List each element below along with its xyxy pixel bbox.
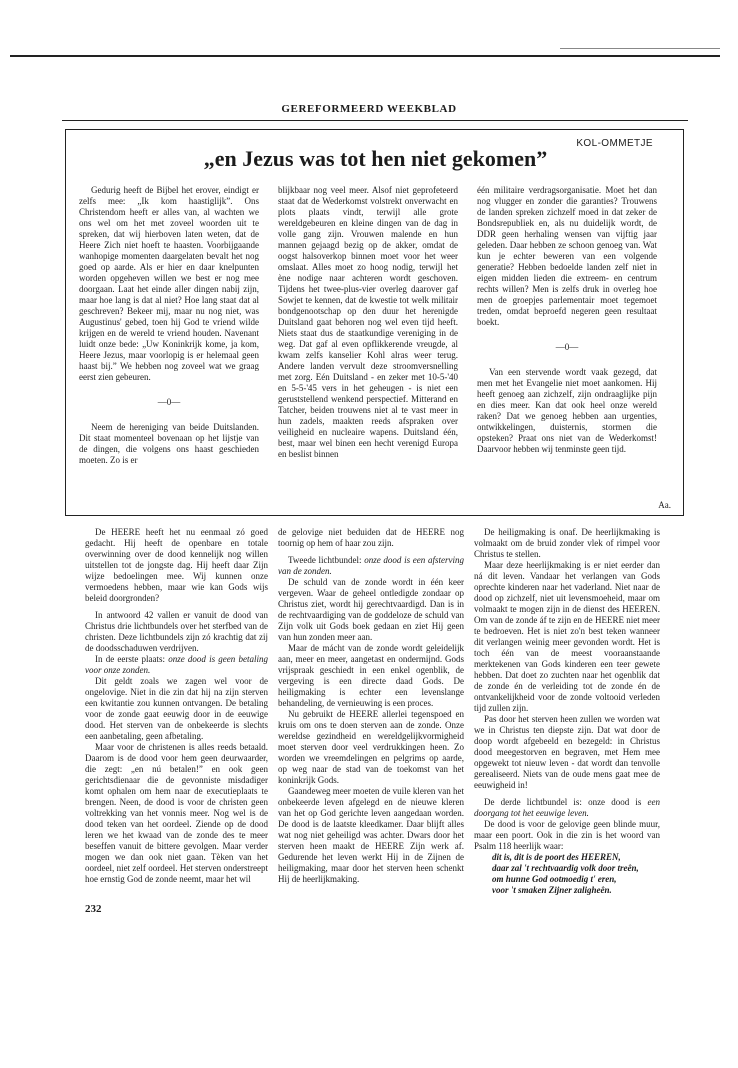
paragraph: Nu gebruikt de HEERE allerlei tegenspoed en kruis om ons te doen sterven aan de zonde. Onze wereldse gezindheid en wereldgelijkvormigheid moet sterven door veel verdrukkingen heen. Zo worden we vreemdelingen en pelgrims op aarde, op weg naar de stad van de toekomst van het koninkrijk Gods. <box>278 709 464 785</box>
paragraph: Maar voor de christenen is alles reeds betaald. Daarom is de dood voor hem geen deurwaarder, die zegt: „en nú betalen!” en ook geen gerichtsdienaar die de gevonniste misdadiger komt ophalen om hem naar de executieplaats te brengen. Neen, de dood is voor de christen geen voltrekking van het vonnis meer. Nog wel is de dood teken van het oordeel. Ziende op de dood leren we het kwaad van de zonde des te meer beseffen vanuit de bittere gevolgen. Maar verder mogen we dan ook niet gaan. Tèken van het oordeel, niet zelf oordeel. Het sterven onderstreept hoe ernstig God de zonde neemt, maar het wil <box>85 742 268 884</box>
psalm-line: dit is, dit is de poort des HEEREN, <box>492 852 621 862</box>
author-initials: Aa. <box>658 500 671 510</box>
paragraph: De HEERE heeft het nu eenmaal zó goed gedacht. Hij heeft de openbare en totale overwinning over de dood kennelijk nog willen uitstellen tot de jongste dag. Hij heeft daar Zijn wijze bedoelingen mee. Wij kunnen onze vermoedens hebben, maar wie kan Gods wijs beleid doorgronden? <box>85 527 268 603</box>
kol-ommetje-box <box>65 129 684 516</box>
paragraph-emphasis: onze dood is geen betaling voor onze zonden. <box>85 654 268 675</box>
paragraph-emphasis: onze dood is een afsterving van de zonden. <box>278 555 464 576</box>
paragraph-lead: Tweede lichtbundel: <box>288 555 365 565</box>
paragraph: Dit geldt zoals we zagen wel voor de ongelovige. Niet in die zin dat hij na zijn sterven een kwitantie zou kunnen ontvangen. De betaling voor de zonde gaat eeuwig door in de eeuwige dood. Het sterven van de onbekeerde is slechts een aanbetaling, geen afbetaling. <box>85 676 268 741</box>
paragraph <box>474 797 660 819</box>
section-separator: —0— <box>555 342 579 352</box>
psalm-line: om hunne God ootmoedig t' eren, <box>492 874 617 884</box>
article-column-2 <box>278 527 464 885</box>
paragraph-lead: De derde lichtbundel is: onze dood is <box>484 797 648 807</box>
top-rule <box>10 55 720 57</box>
paragraph: blijkbaar nog veel meer. Alsof niet geprofeteerd staat dat de Wederkomst volstrekt onverwacht en plots plaats vindt, terwijl alle grote wereldgebeuren en kleine dingen van de dag in volle gang zijn. Vrouwen malende en hun mannen gejaagd bezig op de akker, omdat de oogst halsoverkop binnen moet voor het weer omslaat. Alles moet zo hoog nodig, terwijl het ène nodige naar achteren wordt geschoven. Tijdens het twee-plus-vier overleg daarover gaf Sowjet te kennen, dat de kwestie tot welk militair bondgenootschap op den duur het herenigde Duitsland gaat behoren nog wel even tijd heeft. Niets staat dus de staatkundige vereniging in de weg. Dat gaf al even opflikkerende vreugde, al kwam zelfs kanselier Kohl alras weer terug. Andere landen vervult deze stroomversnelling met zorg. Eén Duitsland - en zeker met 10-5-'40 en 5-5-'45 vers in het geheugen - is niet een geruststellend wenkend perspectief. Mitterand en Tatcher, beiden trouwens niet al te vast meer in hun zadels, maakten reeds afspraken over veiligheid en nucleaire wapens. Duitsland één, best, maar wel binen een hecht verenigd Europa en beslist binnen <box>278 185 458 459</box>
paragraph-lead: In de eerste plaats: <box>95 654 169 664</box>
box-column-3 <box>477 185 657 455</box>
column-label: KOL-OMMETJE <box>576 138 653 149</box>
paragraph: Gedurig heeft de Bijbel het erover, eindigt er zelfs mee: „Ik kom haastiglijk”. Ons Christendom heeft er alles van, al wachten we ons wel om het met zoveel woorden uit te spreken, dat wij hierboven laten weten, dat de Heere Zich niet hoeft te haasten. Voorbijgaande wanhopige momenten daargelaten bevalt het nog goed op aarde. Als er hier en daar knelpunten worden opgeheven willen we best er nog mee doorgaan. Laat het einde aller dingen nabij zijn, maar hoe lang is dat al niet? Hoe lang staat dat al geschreven? Bekeer mij, maar nu nog niet, was Augustinus' gebed, toen hij God te vriend wilde krijgen en de wereld te vriend houden. Navenant luidt onze bede: „Uw Koninkrijk kome, ja kom, Heere Jezus, maar voorlopig is er helemaal geen haast bij.” We hebben nog zoveel wat we graag eerst zien gebeuren. <box>79 185 259 382</box>
psalm-line: voor 't smaken Zijner zaligheên. <box>492 885 612 895</box>
magazine-header-title: GEREFORMEERD WEEKBLAD <box>281 103 457 115</box>
paragraph <box>85 654 268 676</box>
paragraph: de gelovige niet beduiden dat de HEERE nog toornig op hem of haar zou zijn. <box>278 527 464 548</box>
psalm-line: daar zal 't rechtvaardig volk door treên, <box>492 863 639 873</box>
paragraph-emphasis: een doorgang tot het eeuwige leven. <box>474 797 660 818</box>
paragraph: De schuld van de zonde wordt in één keer vergeven. Waar de geheel ontledigde zondaar op Christus ziet, wordt hij gerechtvaardigd. Dan is in de rechtvaardiging van de goddeloze de schuld van Zijn volk uit Gods boek gedaan en ziet Hij geen van hun zonden meer aan. <box>278 577 464 642</box>
article-column-1 <box>85 527 268 885</box>
paragraph: De heiligmaking is onaf. De heerlijkmaking is volmaakt om de bruid zonder vlek of rimpel voor Christus te stellen. <box>474 527 660 559</box>
paragraph: Maar de mácht van de zonde wordt geleidelijk aan, meer en meer, aangetast en ondermijnd. Gods vrijspraak geschiedt in een enkel ogenblik, de vergeving is een directe daad Gods. De heiligmaking is echter een levenslange behandeling, de vernieuwing is een proces. <box>278 643 464 708</box>
header-rule <box>62 120 688 121</box>
paragraph: Van een stervende wordt vaak gezegd, dat men met het Evangelie niet moet aankomen. Hij heeft genoeg aan zichzelf, zijn ondraaglijke pijn en dies meer. Kan dat ook heel onze wereld raken? Dat we genoeg hebben aan urgenties, ontwikkelingen, duisternis, stormen die opsteken? Praat ons niet van de Wederkomst! Daarvoor hebben wij tenminste geen tijd. <box>477 367 657 454</box>
paragraph: Gaandeweg meer moeten de vuile kleren van het onbekeerde leven afgelegd en de nieuwe kleren van het op God gerichte leven aangedaan worden. De dood is de laatste kleedkamer. Daar blijft alles wat nog niet geheiligd was achter. Dwars door het sterven heen maakt de HEERE Zijn werk af. Gedurende het leven werkt Hij in de Zijnen de heiligmaking, maar door het sterven heen schenkt Hij de heerlijkmaking. <box>278 786 464 884</box>
page-number: 232 <box>85 903 102 915</box>
section-separator: —0— <box>157 397 181 407</box>
paragraph: Pas door het sterven heen zullen we worden wat we in Christus ten diepste zijn. Dat wat door de doop wordt afgebeeld en bezegeld: in Christus dood meegestorven en begraven, met Hem mee opgewekt tot nieuw leven - dat wordt dan tenvolle gerealiseerd. Niets van de oude mens gaat mee de eeuwigheid in! <box>474 714 660 790</box>
paragraph <box>278 555 464 577</box>
paragraph: De dood is voor de gelovige geen blinde muur, maar een poort. Ook in die zin is het woord van Psalm 118 heerlijk waar: <box>474 819 660 851</box>
paragraph: één militaire verdragsorganisatie. Moet het dan nog vlugger en zonder die garanties? Trouwens de landen spreken zichzelf moed in dat zeker de Bondsrepubliek en, als nu duidelijk wordt, de DDR geen herhaling wensen van vijftig jaar geleden. Daar hebben ze schoon genoeg van. Wat kun je echter beweren van een volgende generatie? Hebben bedoelde landen zelf niet in eigen midden lieden die extreem- en centrum rechts willen? Men is zelfs druk in overleg hoe men de groepjes parlementair moet tegemoet treden, omdat beproefd negeren geen resultaat boekt. <box>477 185 657 327</box>
article-column-3 <box>474 527 660 896</box>
paragraph: In antwoord 42 vallen er vanuit de dood van Christus drie lichtbundels over het sterfbed van de christen. Deze lichtbundels zijn zó krachtig dat zij de doodsschaduwen verdrijven. <box>85 610 268 653</box>
paragraph: Maar deze heerlijkmaking is er niet eerder dan ná dit leven. Vandaar het verlangen van Gods oprechte kinderen naar het vaderland. Niet naar de dood op zichzelf, niet uit levensmoeheid, maar om volmaakt te mogen zijn in de dienst des HEEREN. Om van de zonde áf te zijn en de HEERE niet meer te bedroeven. Het is niet zo'n best teken wanneer dit verlangen weinig meer gevonden wordt. Het is toch één van de meest vooraanstaande merktekenen van Gods kinderen een teer gewete hebben. Dat doet zo zuchten naar het ogenblik dat de zonde én de verleiding tot de zonde én de ontvankelijkheid voor de zonde voltooid verleden tijd zullen zijn. <box>474 560 660 713</box>
top-rule-thin <box>560 48 720 49</box>
paragraph: Neem de hereniging van beide Duitslanden. Dit staat momenteel bovenaan op het lijstje van de dingen, die volgens ons haast geschieden moeten. Zo is er <box>79 422 259 465</box>
box-column-2 <box>278 185 458 460</box>
box-column-1 <box>79 185 259 466</box>
article-title: „en Jezus was tot hen niet gekomen” <box>203 146 548 171</box>
